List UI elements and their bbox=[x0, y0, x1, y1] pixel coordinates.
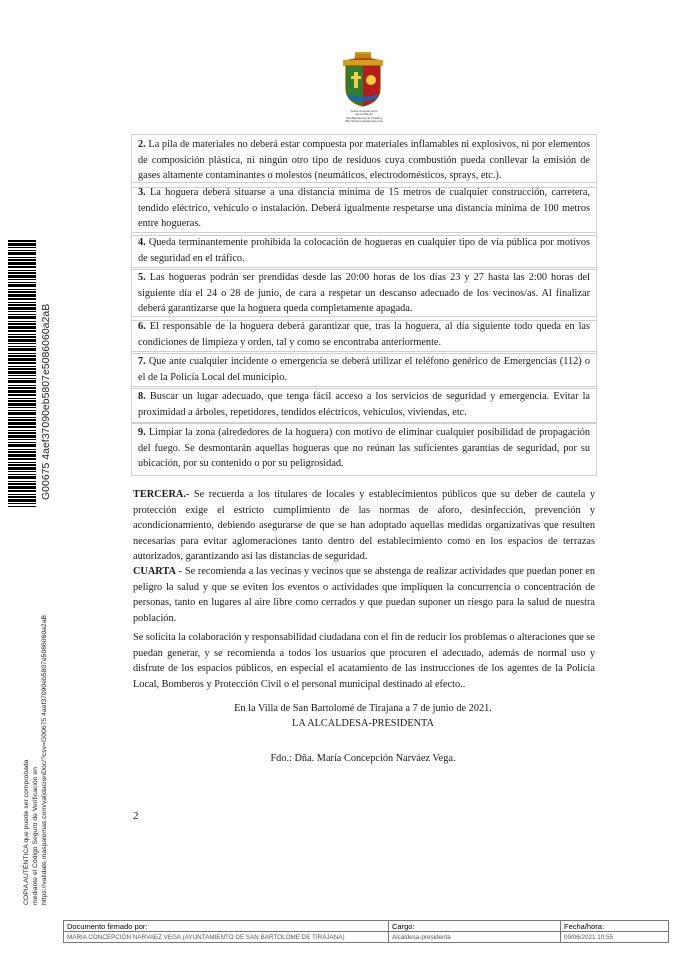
rule-number: 9. bbox=[138, 427, 146, 438]
rule-text: Las hogueras podrán ser prendidas desde las 20:00 horas de los días 23 y 27 hasta las 2:00 horas del siguiente día el 24 o 28 de junio, de cara a respetar un descanso adecuado de los vecinos/as. Al finalizar deberá garantizarse que la hoguera queda completamente apagada. bbox=[138, 272, 590, 314]
rule-text: Limpiar la zona (alrededores de la hoguera) con motivo de eliminar cualquier posibilidad de propagación del fuego. Se desmontarán aquellas hogueras que no reúnan las suficientes garantías de seguridad, por su ubicación, por su contenido o por su peligrosidad. bbox=[138, 427, 590, 469]
rule-text: La hoguera deberá situarse a una distancia mínima de 15 metros de cualquier construcción, carretera, tendido eléctrico, vehículo o instalación. Deberá igualmente respetarse una distancia mínima de 100 metros entre hogueras. bbox=[138, 187, 590, 229]
rule-number: 2. bbox=[138, 139, 146, 150]
verification-text bbox=[22, 615, 49, 905]
verification-line: mediante el Código Seguro de Verificación en bbox=[32, 767, 39, 905]
rule-item bbox=[131, 316, 597, 354]
verification-barcode bbox=[8, 240, 36, 508]
signature-place-date: En la Villa de San Bartolomé de Tirajana a 7 de junio de 2021. bbox=[234, 703, 492, 714]
crest-caption bbox=[334, 110, 394, 124]
verification-code: G00675 4aef37090eb5807e5086060a2aB bbox=[40, 303, 52, 500]
rule-text: Buscar un lugar adecuado, que tenga fácil acceso a los servicios de seguridad y emergencia. Evitar la proximidad a árboles, repetidores, tendidos eléctricos, vehículos, viviendas, etc. bbox=[138, 391, 591, 418]
rule-number: 7. bbox=[138, 356, 146, 367]
rule-item bbox=[131, 386, 597, 424]
verification-line: COPIA AUTÉNTICA que puede ser comprobada bbox=[23, 759, 30, 905]
rule-item bbox=[131, 267, 597, 321]
rule-text: Queda terminantemente prohibida la colocación de hogueras en cualquier tipo de vía pública por motivos de seguridad en el tráfico. bbox=[138, 237, 590, 264]
rule-number: 4. bbox=[138, 237, 146, 248]
rule-item bbox=[131, 182, 597, 236]
closing-paragraph: Se solicita la colaboración y responsabilidad ciudadana con el fin de reducir los problemas o alteraciones que se puedan generar, y se recomienda a todos los usuarios que procuren el adecuado, además de normal uso y disfrute de los espacios públicos, en especial el acatamiento de las instrucciones de los agentes de la Policía Local, Bomberos y Protección Civil o el personal municipal destinado al efecto.. bbox=[133, 632, 595, 690]
verification-url[interactable]: https://validate.maspalomas.com/validacionDoc/?csv=G00675 4aef37090eb5807e5086060a2aB bbox=[41, 614, 48, 905]
crest-caption-line: San Bartolomé de Tirajana bbox=[346, 115, 382, 120]
signed-by-label: Documento firmado por: bbox=[64, 921, 389, 932]
rule-item bbox=[131, 422, 597, 476]
crest-caption-line: de la Villa de bbox=[355, 112, 373, 117]
crest-caption-line: http://www.maspalomas.com bbox=[344, 119, 384, 124]
rule-item bbox=[131, 134, 597, 188]
cuarta-paragraph bbox=[133, 564, 595, 626]
cargo-value: Alcaldesa-presidenta bbox=[389, 932, 561, 943]
coat-of-arms-icon bbox=[340, 50, 386, 108]
tercera-label: TERCERA.- bbox=[133, 489, 190, 500]
signature-footer-table bbox=[63, 920, 669, 943]
rule-item bbox=[131, 351, 597, 389]
cuarta-text: - Se recomienda a las vecinas y vecinos que se abstenga de realizar actividades que puedan poner en peligro la salud y que se eviten los eventos o actividades que impliquen la concurrencia o concentración de personas, tanto en lugares al aire libre como cerrados y que puedan suponer un riesgo para la salud de nuestra población. bbox=[133, 566, 595, 624]
crest-caption-line: Ilustre Ayuntamiento bbox=[350, 109, 378, 113]
rule-text: La pila de materiales no deberá estar compuesta por materiales inflamables ni explosivos, ni por elementos de composición plástica, ni ningún otro tipo de residuos cuya combustión pueda conllevar la emisión de gases altamente contaminantes o molestos (neumáticos, electrodomésticos, sprays, etc.). bbox=[138, 139, 591, 181]
rule-number: 3. bbox=[138, 187, 146, 198]
cargo-label: Cargo: bbox=[389, 921, 561, 932]
signature-name: Fdo.: Dña. María Concepción Narváez Vega. bbox=[270, 753, 456, 764]
rule-number: 6. bbox=[138, 321, 146, 332]
signed-by-value: MARIA CONCEPCIÓN NARVAEZ VEGA (AYUNTAMIENTO DE SAN BARTOLOME DE TIRAJANA) bbox=[64, 932, 389, 943]
rule-text: Que ante cualquier incidente o emergencia se deberá utilizar el teléfono genérico de Emergencias (112) o el de la Policía Local del municipio. bbox=[138, 356, 590, 383]
signature-role: LA ALCALDESA-PRESIDENTA bbox=[292, 718, 434, 729]
fecha-value: 09/06/2021 10:55 bbox=[561, 932, 669, 943]
municipal-crest bbox=[340, 50, 386, 113]
cuarta-label: CUARTA bbox=[133, 566, 176, 577]
fecha-label: Fecha/hora: bbox=[561, 921, 669, 932]
rule-number: 5. bbox=[138, 272, 146, 283]
rule-item bbox=[131, 232, 597, 270]
page-number: 2 bbox=[133, 810, 139, 822]
rule-number: 8. bbox=[138, 391, 146, 402]
tercera-paragraph bbox=[133, 487, 595, 565]
tercera-text: Se recuerda a los titulares de locales y establecimientos públicos que su deber de cautela y protección exige el estricto cumplimiento de las normas de aforo, desinfección, prevención y acondicionamiento, debiendo asegurarse de que se han adoptado aquellas medidas organizativas que resulten necesarias para evitar aglomeraciones tanto dentro del establecimiento como en los espacios de terrazas autorizados, garantizando así las distancias de seguridad. bbox=[133, 489, 595, 562]
rule-text: El responsable de la hoguera deberá garantizar que, tras la hoguera, al día siguiente todo queda en las condiciones de limpieza y orden, tal y como se encontraba anteriormente. bbox=[138, 321, 591, 348]
